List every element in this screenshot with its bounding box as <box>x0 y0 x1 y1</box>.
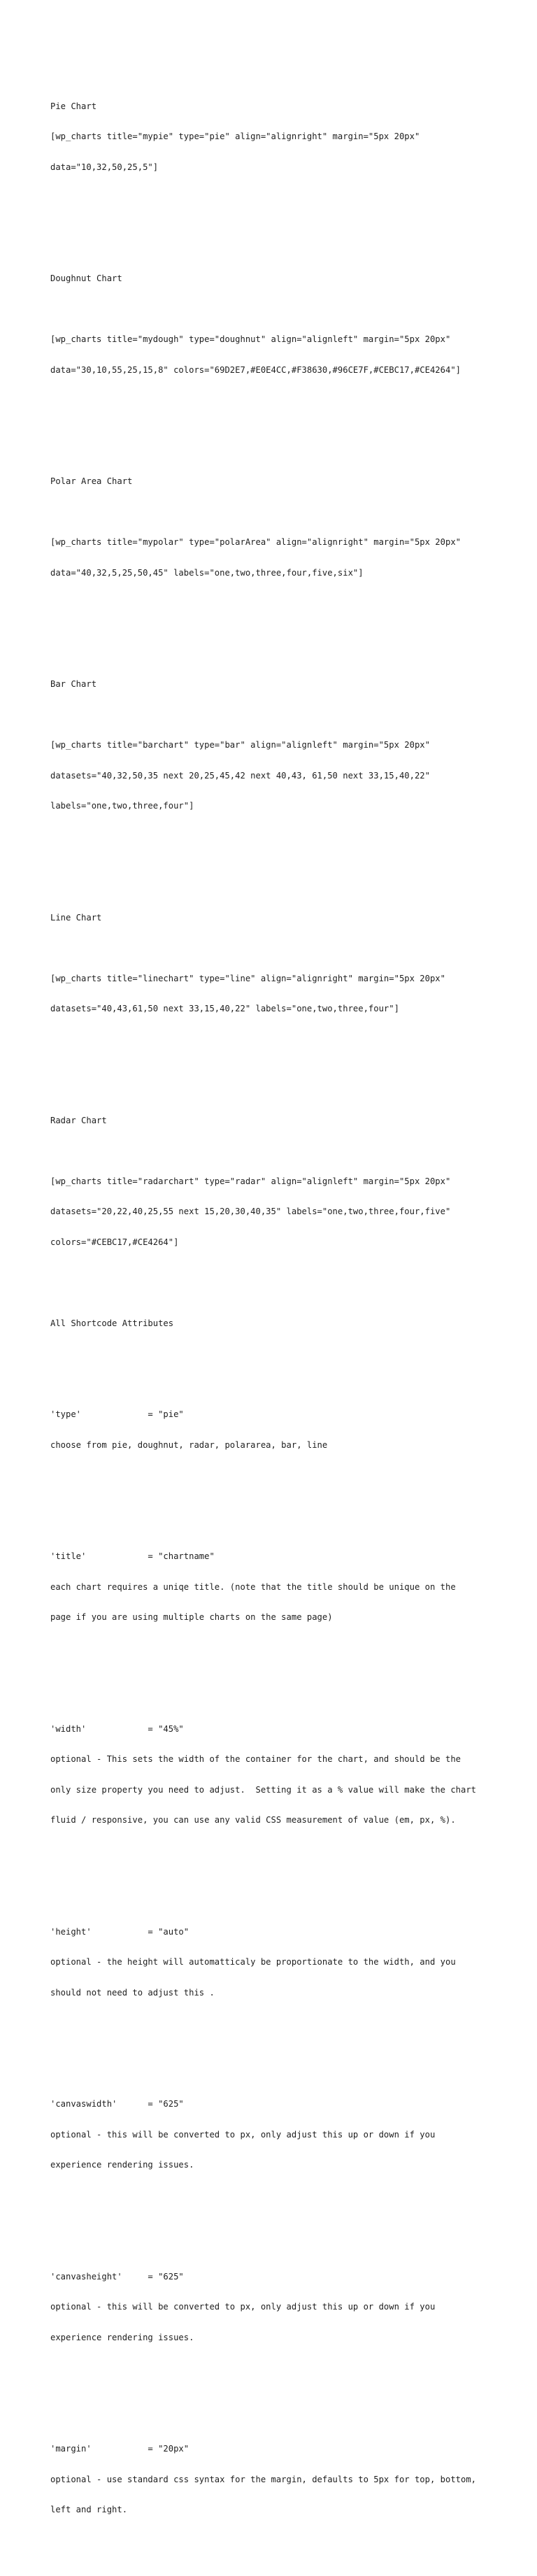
document-page <box>50 50 498 2576</box>
blank-line <box>50 852 498 862</box>
line-chart-heading: Line Chart <box>50 912 102 923</box>
attribute-canvasheight <box>50 2251 498 2363</box>
blank-line <box>50 507 498 518</box>
pie-chart-section <box>50 81 498 193</box>
blank-line <box>50 710 498 720</box>
blank-line <box>50 1055 498 1065</box>
radar-chart-heading: Radar Chart <box>50 1115 107 1125</box>
blank-line <box>50 1490 498 1501</box>
attribute-key: 'type' = "pie" <box>50 1409 184 1419</box>
attribute-canvaswidth <box>50 2079 498 2191</box>
blank-line <box>50 618 498 629</box>
bar-chart-section <box>50 659 498 832</box>
blank-line <box>50 213 498 223</box>
blank-line <box>50 1349 498 1359</box>
polar-area-chart-code-line: [wp_charts title="mypolar" type="polarArea" align="alignright" margin="5px 20px" <box>50 537 461 547</box>
pie-chart-code-line: [wp_charts title="mypie" type="pie" align="alignright" margin="5px 20px" <box>50 131 420 141</box>
attribute-description: choose from pie, doughnut, radar, polararea, bar, line <box>50 1439 328 1450</box>
polar-area-chart-heading: Polar Area Chart <box>50 476 133 486</box>
line-chart-code-line: datasets="40,43,61,50 next 33,15,40,22" labels="one,two,three,four"] <box>50 1004 399 1013</box>
attribute-description: optional - this will be converted to px, only adjust this up or down if you <box>50 2129 436 2140</box>
attribute-key: 'margin' = "20px" <box>50 2444 189 2454</box>
attribute-description: fluid / responsive, you can use any valid CSS measurement of value (em, px, %). <box>50 1815 456 1825</box>
pie-chart-code-line: data="10,32,50,25,5"] <box>50 162 159 172</box>
radar-chart-section <box>50 1095 498 1268</box>
attribute-key: 'canvaswidth' = "625" <box>50 2099 184 2109</box>
attribute-height <box>50 1907 498 2019</box>
attribute-key: 'title' = "chartname" <box>50 1551 215 1561</box>
doughnut-chart-code-line: data="30,10,55,25,15,8" colors="69D2E7,#E0E4CC,#F38630,#96CE7F,#CEBC17,#CE4264"] <box>50 364 461 375</box>
blank-line <box>50 1146 498 1156</box>
attribute-description: each chart requires a uniqe title. (note that the title should be unique on the <box>50 1581 456 1592</box>
doughnut-chart-heading: Doughnut Chart <box>50 273 122 283</box>
bar-chart-code-line: labels="one,two,three,four"] <box>50 801 194 811</box>
radar-chart-code-line: [wp_charts title="radarchart" type="radar" align="alignleft" margin="5px 20px" <box>50 1176 451 1186</box>
line-chart-code-line: [wp_charts title="linechart" type="line" align="alignright" margin="5px 20px" <box>50 973 445 983</box>
blank-line <box>50 304 498 315</box>
radar-chart-code-line: colors="#CEBC17,#CE4264"] <box>50 1237 179 1247</box>
blank-line <box>50 2211 498 2221</box>
shortcode-attributes-section <box>50 1298 498 2556</box>
attribute-description: only size property you need to adjust. Setting it as a % value will make the chart <box>50 1784 477 1795</box>
doughnut-chart-section <box>50 253 498 395</box>
attribute-title <box>50 1531 498 1643</box>
polar-area-chart-section <box>50 456 498 598</box>
attribute-description: optional - This sets the width of the container for the chart, and should be the <box>50 1754 461 1764</box>
attribute-margin <box>50 2424 498 2535</box>
attribute-description: page if you are using multiple charts on the same page) <box>50 1612 333 1622</box>
blank-line <box>50 943 498 953</box>
radar-chart-code-line: datasets="20,22,40,25,55 next 15,20,30,40,35" labels="one,two,three,four,five" <box>50 1207 451 1216</box>
attribute-key: 'width' = "45%" <box>50 1723 184 1734</box>
blank-line <box>50 1866 498 1877</box>
blank-line <box>50 415 498 426</box>
attribute-key: 'height' = "auto" <box>50 1926 189 1937</box>
bar-chart-code-line: datasets="40,32,50,35 next 20,25,45,42 next 40,43, 61,50 next 33,15,40,22" <box>50 770 430 781</box>
bar-chart-heading: Bar Chart <box>50 679 97 689</box>
blank-line <box>50 2383 498 2393</box>
attributes-heading: All Shortcode Attributes <box>50 1318 174 1328</box>
attribute-description: left and right. <box>50 2505 128 2514</box>
attribute-type <box>50 1389 498 1470</box>
attribute-description: should not need to adjust this . <box>50 1987 215 1998</box>
blank-line <box>50 2038 498 2049</box>
bar-chart-code-line: [wp_charts title="barchart" type="bar" align="alignleft" margin="5px 20px" <box>50 740 430 750</box>
blank-line <box>50 1663 498 1674</box>
pie-chart-heading: Pie Chart <box>50 101 97 111</box>
attribute-width <box>50 1704 498 1846</box>
line-chart-section <box>50 892 498 1034</box>
attribute-description: optional - use standard css syntax for the margin, defaults to 5px for top, bottom, <box>50 2474 477 2484</box>
polar-area-chart-code-line: data="40,32,5,25,50,45" labels="one,two,three,four,five,six"] <box>50 567 364 578</box>
attribute-description: optional - the height will automatticaly be proportionate to the width, and you <box>50 1957 456 1967</box>
attribute-description: optional - this will be converted to px, only adjust this up or down if you <box>50 2302 436 2312</box>
attribute-key: 'canvasheight' = "625" <box>50 2271 184 2282</box>
doughnut-chart-code-line: [wp_charts title="mydough" type="doughnut" align="alignleft" margin="5px 20px" <box>50 334 451 344</box>
attribute-description: experience rendering issues. <box>50 2332 194 2342</box>
attribute-description: experience rendering issues. <box>50 2160 194 2170</box>
